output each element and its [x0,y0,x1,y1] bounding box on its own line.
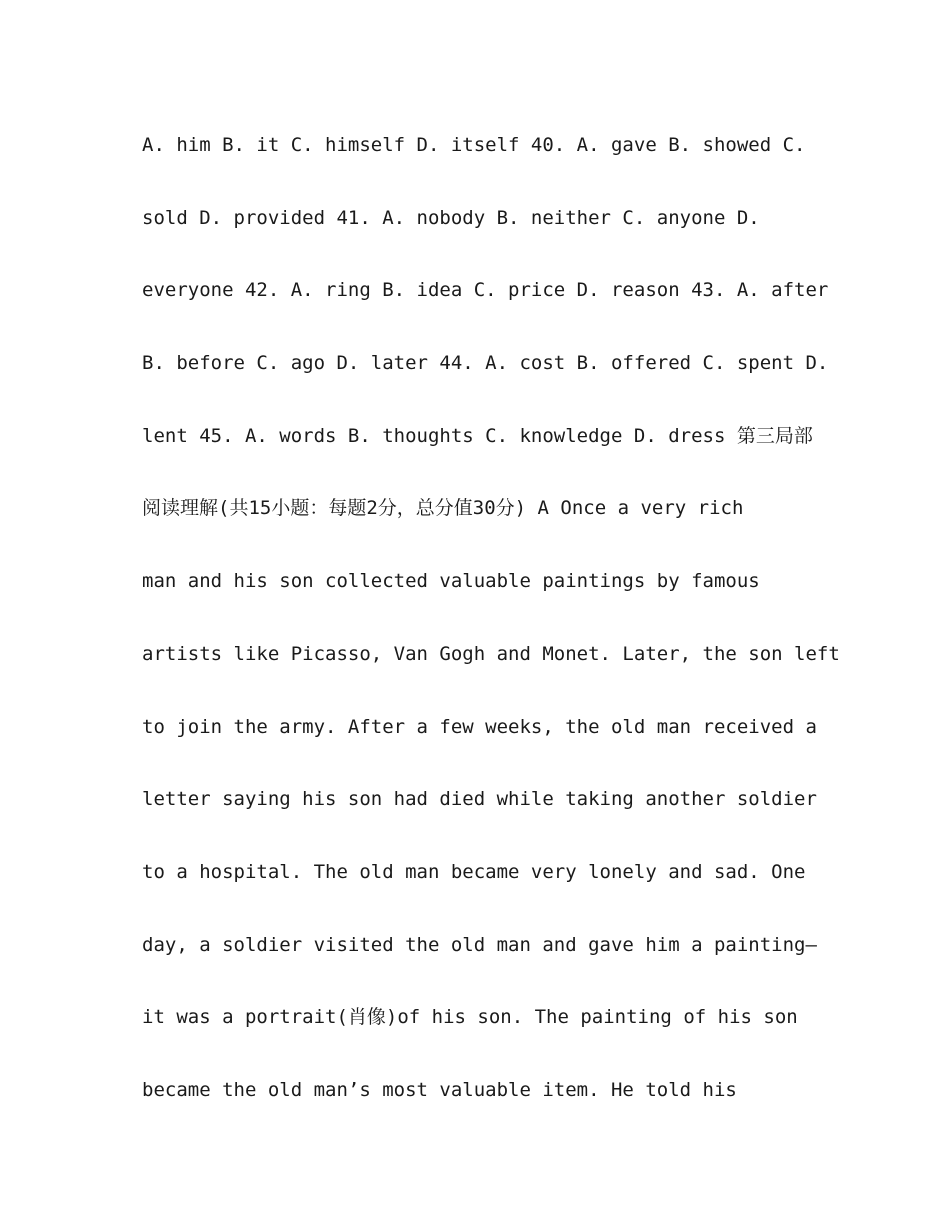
text-line-5: lent 45. A. words B. thoughts C. knowledge D. dress 第三局部 [142,424,813,447]
text-line-7: man and his son collected valuable paintings by famous [142,570,760,593]
text-line-12: day, a soldier visited the old man and gave him a painting— [142,933,817,956]
text-line-2: sold D. provided 41. A. nobody B. neither C. anyone D. [142,206,760,229]
text-line-8: artists like Picasso, Van Gogh and Monet. Later, the son left [142,642,840,665]
text-line-14: became the old man’s most valuable item. He told his [142,1078,737,1101]
body-text [142,127,842,1145]
text-line-6: 阅读理解(共15小题：每题2分，总分值30分) A Once a very rich [142,497,744,520]
text-line-13: it was a portrait(肖像)of his son. The painting of his son [142,1006,798,1029]
text-line-1: A. him B. it C. himself D. itself 40. A. gave B. showed C. [142,134,806,156]
text-line-4: B. before C. ago D. later 44. A. cost B. offered C. spent D. [142,352,829,375]
text-line-9: to join the army. After a few weeks, the old man received a [142,715,817,738]
text-line-3: everyone 42. A. ring B. idea C. price D. reason 43. A. after [142,279,829,302]
text-line-11: to a hospital. The old man became very lonely and sad. One [142,860,806,883]
text-line-10: letter saying his son had died while taking another soldier [142,788,817,811]
